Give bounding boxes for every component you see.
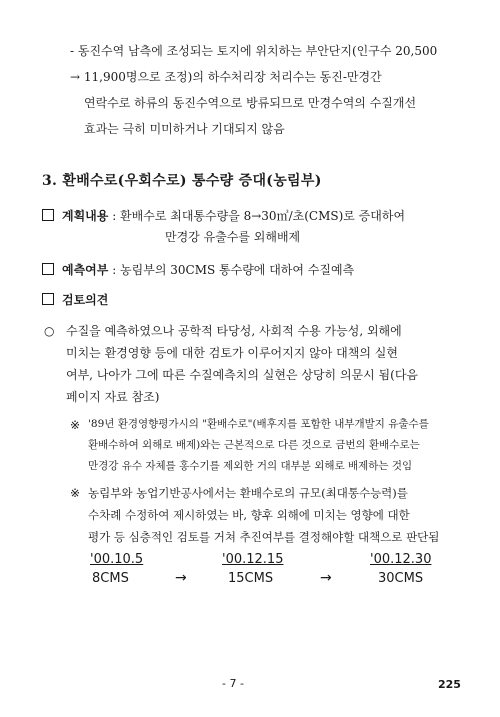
timeline-date: '00.12.30 xyxy=(370,552,432,567)
note-line: 수차례 수정하여 제시하였는 바, 향후 외해에 미치는 영향에 대한 xyxy=(88,508,410,522)
prediction-row xyxy=(42,258,354,282)
intro-line: - 동진수역 남측에 조성되는 토지에 위치하는 부안단지(인구수 20,500 xyxy=(70,44,438,58)
intro-line: 효과는 극히 미미하거나 기대되지 않음 xyxy=(84,122,285,136)
note-line: 만경강 유수 자체를 홍수기를 제외한 거의 대부분 외해로 배제하는 것임 xyxy=(88,460,413,472)
note-line: 환배수하여 외해로 배제)와는 근본적으로 다른 것으로 금번의 환배수로는 xyxy=(88,439,420,451)
timeline-date: '00.10.5 xyxy=(90,552,144,567)
plan-text-continuation: 만경강 유출수를 외해배제 xyxy=(165,230,301,244)
prediction-key: 예측여부 xyxy=(62,263,109,277)
prediction-text: : 농림부의 30CMS 통수량에 대하여 수질예측 xyxy=(112,263,355,277)
timeline-value: 30CMS xyxy=(378,571,424,586)
arrow-right-icon: → xyxy=(320,570,332,586)
note-2 xyxy=(88,482,439,548)
timeline-value: 8CMS xyxy=(92,571,129,586)
bullet-circle-icon: ○ xyxy=(44,324,55,338)
review-title: 검토의견 xyxy=(62,293,109,307)
review-heading xyxy=(42,291,108,308)
plan-key: 계획내용 xyxy=(62,209,109,223)
intro-line: → 11,900명으로 조정)의 하수처리장 처리수는 동진-만경간 xyxy=(70,70,382,84)
review-line: 페이지 자료 참조) xyxy=(66,390,160,404)
note-mark-icon: ※ xyxy=(70,486,81,500)
plan-row xyxy=(42,204,405,228)
review-paragraph xyxy=(66,320,418,408)
timeline-date: '00.12.15 xyxy=(222,552,284,567)
footer-page-marker: - 7 - xyxy=(222,677,244,690)
note-line: 농림부와 농업기반공사에서는 환배수로의 규모(최대통수능력)를 xyxy=(88,486,408,500)
note-line: '89년 환경영향평가시의 "환배수로"(배후지를 포함한 내부개발지 유출수를 xyxy=(88,418,429,430)
review-line: 미치는 환경영향 등에 대한 검토가 이루어지지 않아 대책의 실현 xyxy=(66,346,398,360)
plan-text: : 환배수로 최대통수량을 8→30㎥/초(CMS)로 증대하여 xyxy=(112,209,406,223)
review-line: 여부, 나아가 그에 따른 수질예측치의 실현은 상당히 의문시 됨(다음 xyxy=(66,368,418,382)
timeline-value: 15CMS xyxy=(228,571,274,586)
intro-line: 연락수로 하류의 동진수역으로 방류되므로 만경수역의 수질개선 xyxy=(84,96,417,110)
note-line: 평가 등 심층적인 검토를 거쳐 추진여부를 결정해야할 대책으로 판단됨 xyxy=(88,530,440,544)
page-number: 225 xyxy=(438,678,461,691)
arrow-right-icon: → xyxy=(175,570,187,586)
intro-paragraph xyxy=(70,38,437,142)
note-mark-icon: ※ xyxy=(70,418,81,432)
checkbox-square-icon xyxy=(42,209,54,221)
checkbox-square-icon xyxy=(42,263,54,275)
review-line: 수질을 예측하였으나 공학적 타당성, 사회적 수용 가능성, 외해에 xyxy=(66,324,402,338)
checkbox-square-icon xyxy=(42,293,54,305)
section-title: 3. 환배수로(우회수로) 통수량 증대(농림부) xyxy=(42,173,322,189)
note-1 xyxy=(88,414,429,477)
